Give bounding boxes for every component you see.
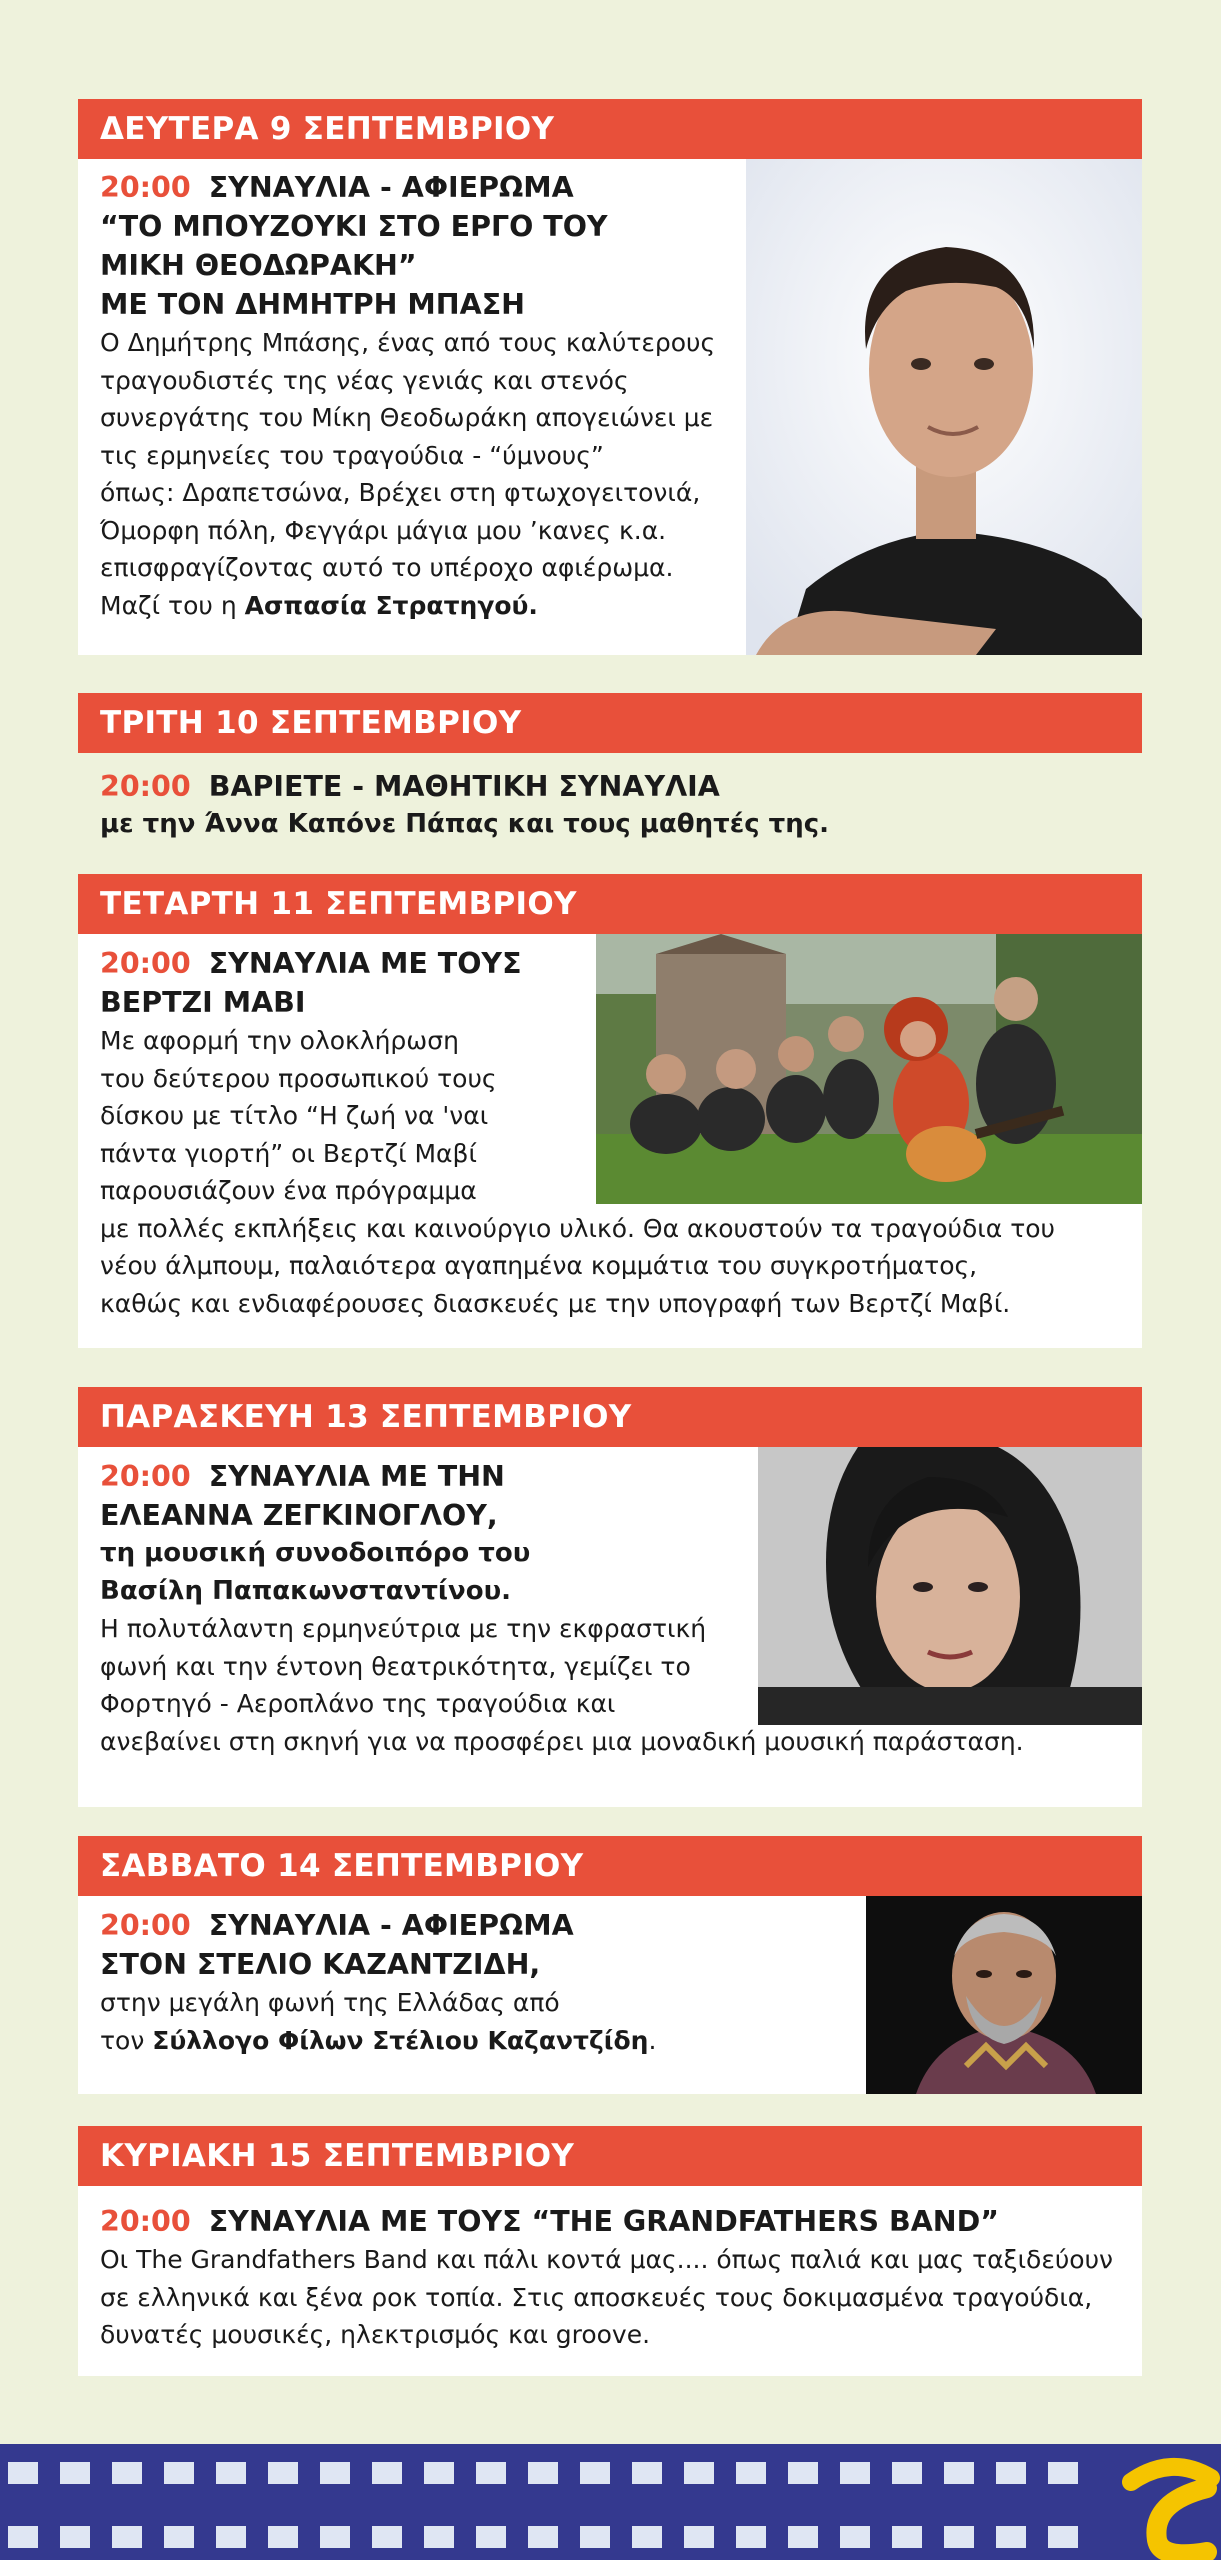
event-title-line: 20:00 ΣΥΝΑΥΛΙΑ - ΑΦΙΕΡΩΜΑ — [100, 171, 574, 204]
film-sprocket-hole — [996, 2462, 1026, 2484]
event-title-line: 20:00 ΒΑΡΙΕΤΕ - ΜΑΘΗΤΙΚΗ ΣΥΝΑΥΛΙΑ — [100, 770, 720, 803]
event-description-line: ανεβαίνει στη σκηνή για να προσφέρει μια μοναδική μουσική παράσταση. — [100, 1726, 1024, 1756]
film-sprocket-hole — [424, 2462, 454, 2484]
event-description-line: τις ερμηνείες του τραγούδια - “ύμνους” — [100, 440, 604, 470]
event-description-line: στην μεγάλη φωνή της Ελλάδας από — [100, 1988, 560, 2017]
event-description-line: Ο Δημήτρης Μπάσης, ένας από τους καλύτερους — [100, 328, 716, 357]
event-subtitle: τη μουσική συνοδοιπόρο του — [100, 1538, 531, 1568]
film-sprocket-hole — [112, 2526, 142, 2548]
film-sprocket-hole — [372, 2526, 402, 2548]
event-description-line: παρουσιάζουν ένα πρόγραμμα — [100, 1176, 477, 1205]
event-description-line: Μαζί του η Ασπασία Στρατηγού. — [100, 590, 538, 620]
band-photo — [596, 934, 1142, 1204]
event-time: 20:00 — [100, 171, 191, 204]
film-sprocket-hole — [60, 2526, 90, 2548]
event-description-line: Οι The Grandfathers Band και πάλι κοντά μας.... όπως παλιά και μας ταξιδεύουν — [100, 2245, 1114, 2274]
film-sprocket-hole — [424, 2526, 454, 2548]
event-title-line: ΜΙΚΗ ΘΕΟΔΩΡΑΚΗ” — [100, 249, 417, 282]
event-sat-14 — [78, 1836, 1142, 2094]
film-sprocket-hole — [996, 2526, 1026, 2548]
film-sprocket-hole — [60, 2462, 90, 2484]
event-sun-15 — [78, 2126, 1142, 2376]
event-time: 20:00 — [100, 2205, 191, 2238]
event-description-line: Με αφορμή την ολοκλήρωση — [100, 1026, 459, 1055]
event-date-header: ΠΑΡΑΣΚΕΥΗ 13 ΣΕΠΤΕΜΒΡΙΟΥ — [78, 1387, 1142, 1447]
film-sprocket-hole — [632, 2462, 662, 2484]
event-description-line: συνεργάτης του Μίκη Θεοδωράκη απογειώνει με — [100, 403, 714, 432]
event-time: 20:00 — [100, 1460, 191, 1493]
artist-photo — [746, 159, 1142, 655]
event-description-line: πάντα γιορτή” οι Βερτζί Μαβί — [100, 1138, 477, 1168]
film-sprocket-hole — [684, 2526, 714, 2548]
film-sprocket-hole — [476, 2526, 506, 2548]
film-sprocket-hole — [840, 2526, 870, 2548]
event-fri-13 — [78, 1387, 1142, 1807]
film-sprocket-hole — [788, 2526, 818, 2548]
event-mon-9 — [78, 99, 1142, 655]
event-time: 20:00 — [100, 947, 191, 980]
film-sprocket-hole — [320, 2462, 350, 2484]
event-description-line: Η πολυτάλαντη ερμηνεύτρια με την εκφραστική — [100, 1614, 707, 1643]
event-description-line: τραγουδιστές της νέας γενιάς και στενός — [100, 365, 629, 395]
film-sprocket-hole — [164, 2462, 194, 2484]
film-sprocket-hole — [580, 2462, 610, 2484]
film-sprocket-hole — [684, 2462, 714, 2484]
event-title-line: 20:00 ΣΥΝΑΥΛΙΑ - ΑΦΙΕΡΩΜΑ — [100, 1909, 574, 1942]
event-card — [78, 1447, 1142, 1807]
event-description-line: δίσκου με τίτλο “Η ζωή να 'ναι — [100, 1101, 489, 1130]
event-description-line: Φορτηγό - Αεροπλάνο της τραγούδια και — [100, 1689, 616, 1718]
event-title-line: 20:00 ΣΥΝΑΥΛΙΑ ΜΕ ΤΟΥΣ “THE GRANDFATHERS BAND” — [100, 2205, 999, 2238]
film-sprocket-hole — [632, 2526, 662, 2548]
event-card — [78, 159, 1142, 655]
event-subtitle: με την Άννα Καπόνε Πάπας και τους μαθητές της. — [100, 809, 830, 839]
event-title-line: ΕΛΕΑΝΝΑ ΖΕΓΚΙΝΟΓΛΟΥ, — [100, 1499, 498, 1532]
event-card — [78, 1896, 1142, 2094]
artist-photo — [758, 1447, 1142, 1725]
film-sprocket-hole — [216, 2462, 246, 2484]
event-title-line: ΣΤΟΝ ΣΤΕΛΙΟ ΚΑΖΑΝΤΖΙΔΗ, — [100, 1948, 541, 1981]
event-card — [78, 2186, 1142, 2376]
event-time: 20:00 — [100, 1909, 191, 1942]
film-sprocket-hole — [372, 2462, 402, 2484]
event-wed-11 — [78, 874, 1142, 1348]
event-description-line: σε ελληνικά και ξένα ροκ τοπία. Στις αποσκευές τους δοκιμασμένα τραγούδια, — [100, 2282, 1093, 2312]
event-title-line: ΜΕ ΤΟΝ ΔΗΜΗΤΡΗ ΜΠΑΣΗ — [100, 288, 526, 321]
event-date-header: ΔΕΥΤΕΡΑ 9 ΣΕΠΤΕΜΒΡΙΟΥ — [78, 99, 1142, 159]
film-sprocket-hole — [112, 2462, 142, 2484]
event-date-header: ΚΥΡΙΑΚΗ 15 ΣΕΠΤΕΜΒΡΙΟΥ — [78, 2126, 1142, 2186]
event-tue-10 — [78, 693, 1142, 855]
event-card — [78, 934, 1142, 1348]
logo-icon — [1111, 2444, 1221, 2560]
event-date-header: ΣΑΒΒΑΤΟ 14 ΣΕΠΤΕΜΒΡΙΟΥ — [78, 1836, 1142, 1896]
event-title-line: 20:00 ΣΥΝΑΥΛΙΑ ΜΕ ΤΟΥΣ — [100, 947, 522, 980]
film-sprocket-hole — [8, 2462, 38, 2484]
film-sprocket-hole — [580, 2526, 610, 2548]
film-sprocket-hole — [164, 2526, 194, 2548]
event-title-line: 20:00 ΣΥΝΑΥΛΙΑ ΜΕ ΤΗΝ — [100, 1460, 505, 1493]
event-description-line: όπως: Δραπετσώνα, Βρέχει στη φτωχογειτονιά, — [100, 478, 701, 507]
film-sprocket-hole — [528, 2526, 558, 2548]
film-sprocket-hole — [944, 2462, 974, 2484]
film-sprocket-hole — [216, 2526, 246, 2548]
event-date-header: ΤΕΤΑΡΤΗ 11 ΣΕΠΤΕΜΒΡΙΟΥ — [78, 874, 1142, 934]
event-title-line: “ΤΟ ΜΠΟΥΖΟΥΚΙ ΣΤΟ ΕΡΓΟ ΤΟΥ — [100, 210, 608, 243]
film-sprocket-hole — [788, 2462, 818, 2484]
film-sprocket-hole — [944, 2526, 974, 2548]
film-sprocket-hole — [476, 2462, 506, 2484]
film-sprocket-hole — [8, 2526, 38, 2548]
event-description-line: Όμορφη πόλη, Φεγγάρι μάγια μου ’κανες κ.α. — [100, 515, 667, 545]
event-description-line: δυνατές μουσικές, ηλεκτρισμός και groove. — [100, 2320, 651, 2349]
event-description-line: καθώς και ενδιαφέρουσες διασκευές με την υπογραφή των Βερτζί Μαβί. — [100, 1288, 1011, 1318]
event-subtitle: Βασίλη Παπακωνσταντίνου. — [100, 1575, 512, 1606]
film-sprocket-hole — [892, 2462, 922, 2484]
event-time: 20:00 — [100, 770, 191, 803]
film-sprocket-hole — [1048, 2462, 1078, 2484]
event-card — [78, 753, 1142, 855]
film-sprocket-hole — [1048, 2526, 1078, 2548]
event-description-line: του δεύτερου προσωπικού τους — [100, 1063, 497, 1093]
event-title-line: ΒΕΡΤΖΙ ΜΑΒΙ — [100, 986, 306, 1019]
event-description-line: με πολλές εκπλήξεις και καινούργιο υλικό. Θα ακουστούν τα τραγούδια του — [100, 1213, 1056, 1243]
film-sprocket-hole — [268, 2462, 298, 2484]
film-sprocket-hole — [736, 2462, 766, 2484]
event-description-line: νέου άλμπουμ, παλαιότερα αγαπημένα κομμάτια του συγκροτήματος, — [100, 1251, 978, 1280]
film-sprocket-hole — [840, 2462, 870, 2484]
film-sprocket-hole — [268, 2526, 298, 2548]
event-description-line: τον Σύλλογο Φίλων Στέλιου Καζαντζίδη. — [100, 2025, 657, 2055]
artist-photo — [866, 1896, 1142, 2094]
film-sprocket-hole — [892, 2526, 922, 2548]
film-sprocket-hole — [736, 2526, 766, 2548]
film-sprocket-hole — [320, 2526, 350, 2548]
event-date-header: ΤΡΙΤΗ 10 ΣΕΠΤΕΜΒΡΙΟΥ — [78, 693, 1142, 753]
event-description-line: επισφραγίζοντας αυτό το υπέροχο αφιέρωμα. — [100, 553, 674, 582]
event-description-line: φωνή και την έντονη θεατρικότητα, γεμίζει το — [100, 1651, 691, 1681]
film-sprocket-hole — [528, 2462, 558, 2484]
filmstrip-footer — [0, 2444, 1221, 2560]
